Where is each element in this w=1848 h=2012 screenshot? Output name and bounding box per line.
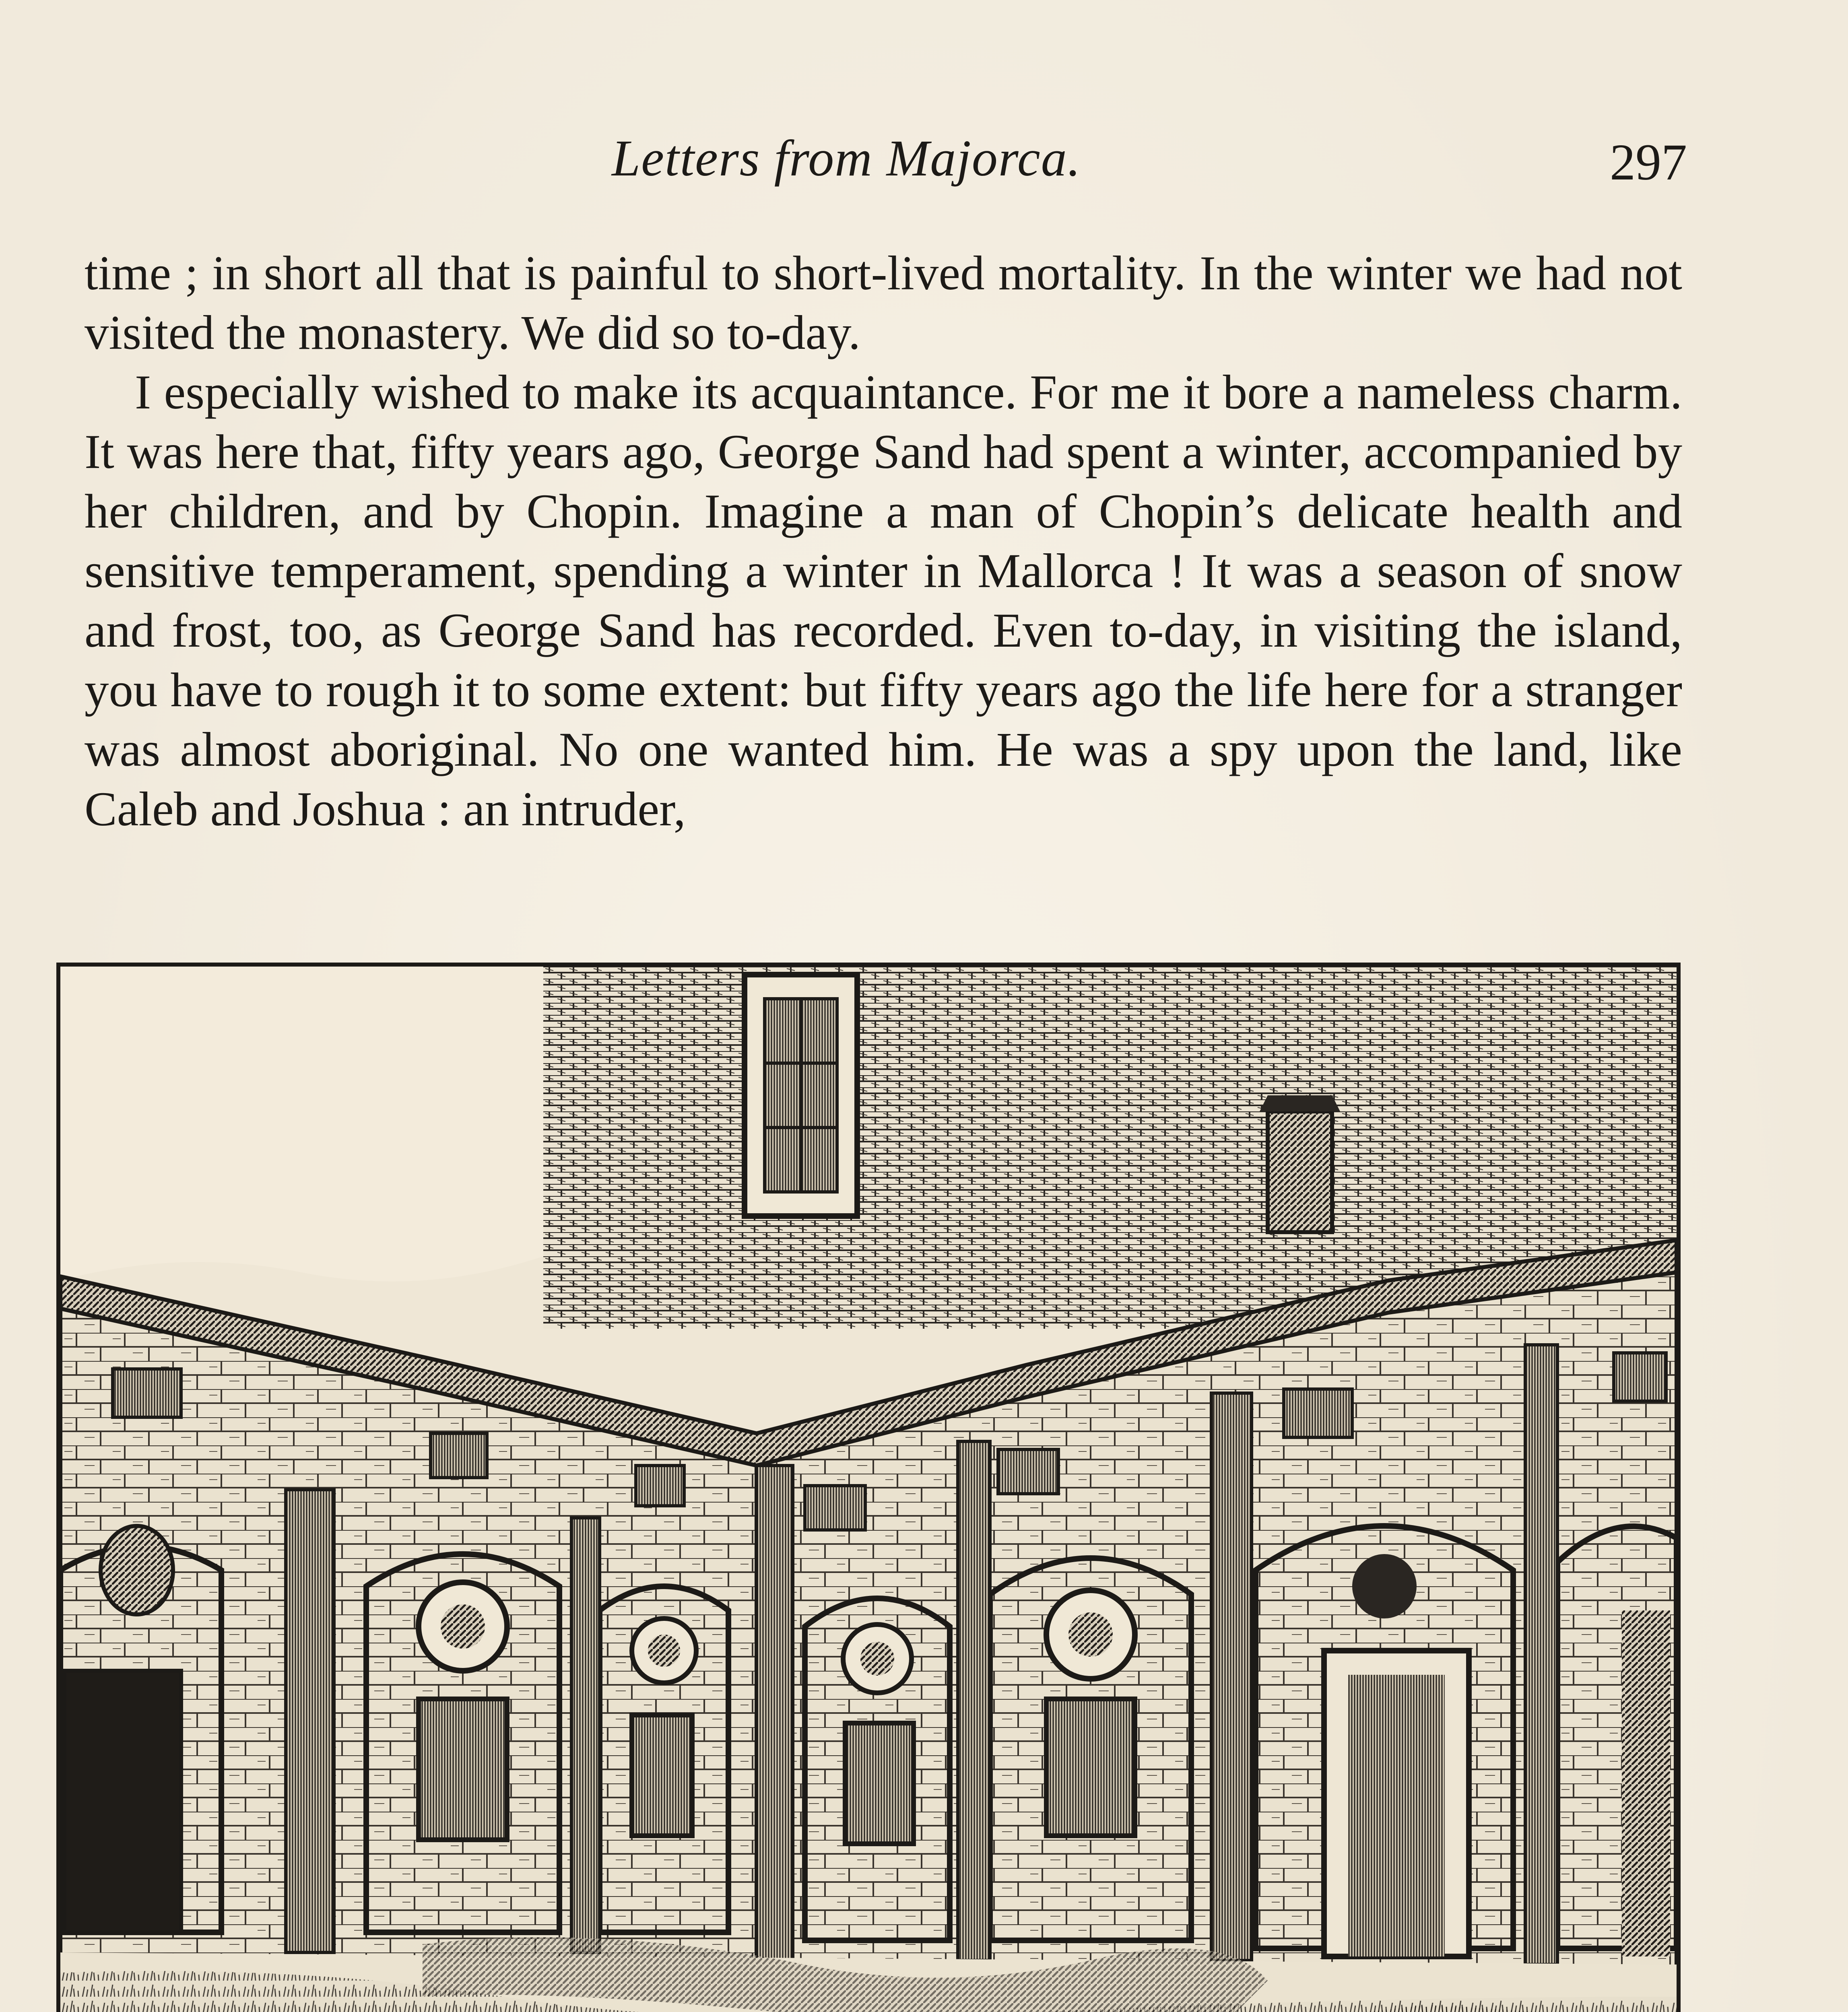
cloister-illustration bbox=[56, 963, 1681, 2012]
paragraph-2: I especially wished to make its acquaintance. For me it bore a nameless charm. It was here that, fifty years ago, George Sand had spent a winter, accompanied by her children, and by Chopin. Imagine a man of Chopin’s delicate health and sensitive temperament, spending a winter in Mallorca ! It was a season of snow and frost, too, as George Sand has recorded. Even to-day, in visiting the island, you have to rough it to some extent: but fifty years ago the life here for a stranger was almost aboriginal. No one wanted him. He was a spy upon the land, like Caleb and Joshua : an intruder, bbox=[85, 365, 1682, 836]
page-header bbox=[80, 129, 1690, 209]
page-number: 297 bbox=[1610, 134, 1687, 191]
running-title: Letters from Majorca. bbox=[612, 130, 1081, 187]
paragraph-1: time ; in short all that is painful to short-lived mortality. In the winter we had not visited the monastery. We did so to-day. bbox=[85, 246, 1682, 360]
